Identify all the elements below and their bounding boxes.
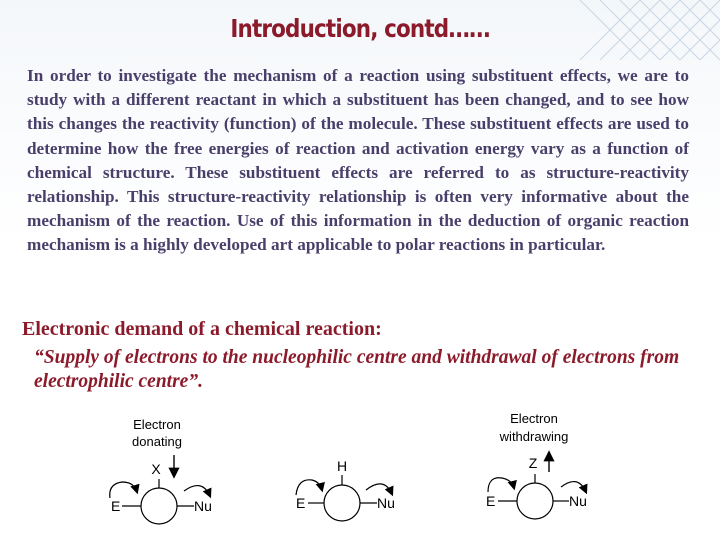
neutral-ring [324, 485, 360, 521]
withdrawing-diagram [486, 411, 587, 519]
donating-substituent: X [151, 461, 161, 477]
donating-right-atom: Nu [194, 498, 212, 514]
intro-paragraph: In order to investigate the mechanism of a reaction using substituent effects, we are to study with a different reactant in which a substituent has been changed, and to see how this changes the reactivity (function) of the molecule. These substituent effects are used to determine how the free energies of reaction and activation energy vary as a function of chemical structure. These substituent effects are referred to as structure-reactivity relationship. This structure-reactivity relationship is often very informative about the mechanism of the reaction. Use of this information in the deduction of organic reaction mechanism is a highly developed art applicable to polar reactions in particular. [27, 66, 689, 255]
slide-title: Introduction, contd…… [230, 14, 490, 43]
withdrawing-curved-arrow-left [488, 478, 514, 492]
neutral-curved-arrow-left [296, 480, 322, 495]
donating-curved-arrow-right [184, 486, 210, 496]
withdrawing-left-atom: E [486, 493, 496, 509]
donating-caption-line2: donating [132, 434, 182, 449]
donating-ring [141, 488, 177, 524]
withdrawing-caption-line1: Electron [510, 411, 558, 426]
withdrawing-substituent: Z [528, 455, 538, 471]
donating-curved-arrow-left [110, 482, 137, 498]
neutral-diagram [296, 458, 395, 521]
donating-caption-line1: Electron [133, 417, 181, 432]
withdrawing-right-atom: Nu [569, 493, 587, 509]
neutral-substituent: H [336, 458, 348, 474]
neutral-right-atom: Nu [377, 495, 395, 511]
donating-diagram [110, 417, 212, 524]
withdrawing-caption-line2: withdrawing [499, 429, 569, 444]
section-heading: Electronic demand of a chemical reaction: [22, 318, 382, 340]
withdrawing-curved-arrow-right [561, 482, 586, 492]
withdrawing-ring [517, 483, 553, 519]
electronic-demand-diagram [0, 400, 720, 540]
definition-quote: “Supply of electrons to the nucleophilic centre and withdrawal of electrons from electrophilic centre”. [34, 347, 680, 392]
neutral-curved-arrow-right [366, 484, 392, 494]
neutral-left-atom: E [296, 495, 306, 511]
donating-left-atom: E [111, 498, 121, 514]
